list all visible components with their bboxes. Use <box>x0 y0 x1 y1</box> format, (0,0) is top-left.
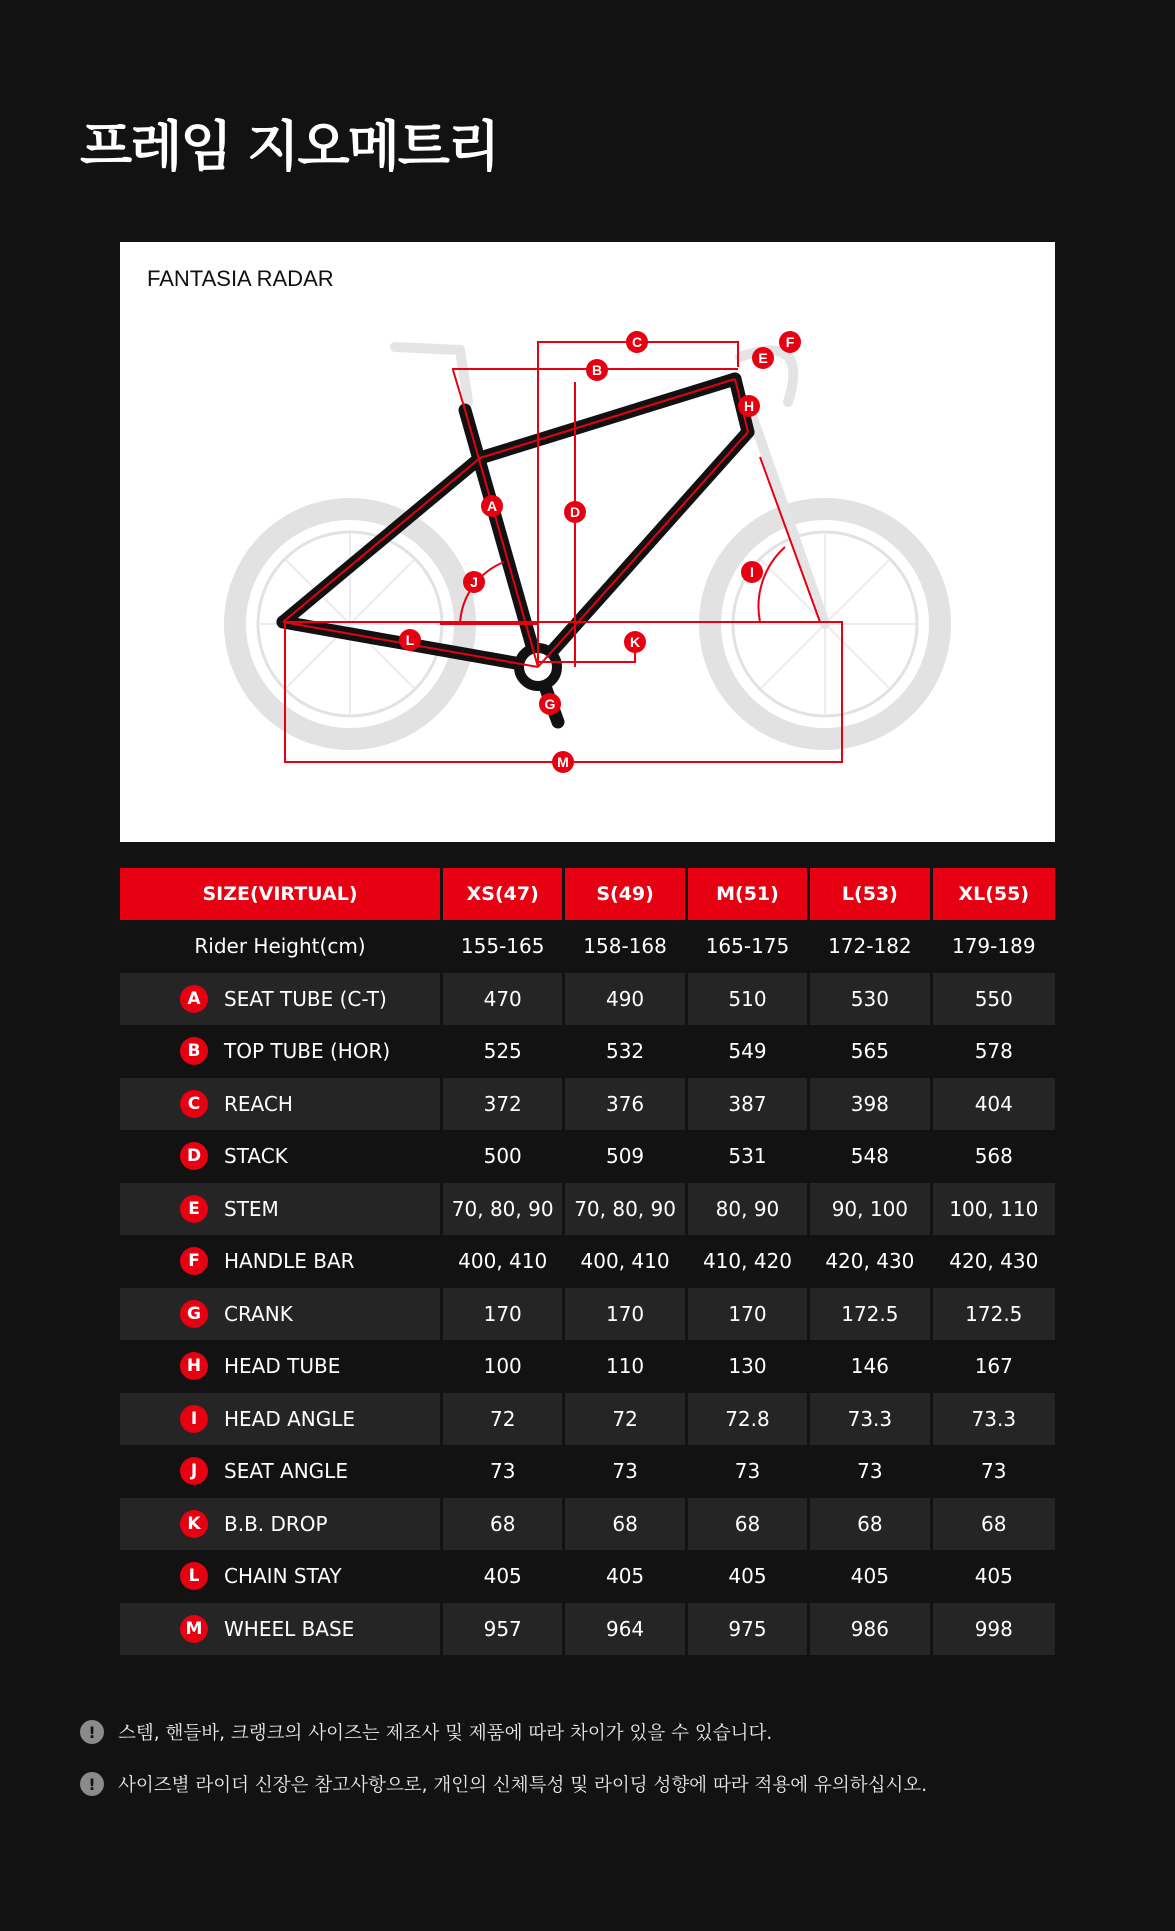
table-cell: 68 <box>933 1498 1055 1551</box>
table-cell: 73.3 <box>810 1393 932 1446</box>
spec-label: HANDLE BAR <box>224 1249 355 1274</box>
table-cell: 998 <box>933 1603 1055 1656</box>
table-cell: 165-175 <box>688 920 810 973</box>
page-title: 프레임 지오메트리 <box>80 115 499 178</box>
note-item <box>80 1770 927 1798</box>
spec-label-cell <box>120 1235 443 1288</box>
spec-label: SEAT ANGLE <box>224 1459 348 1484</box>
table-cell: 420, 430 <box>810 1235 932 1288</box>
spec-label: SEAT TUBE (C-T) <box>224 986 387 1011</box>
table-cell: 410, 420 <box>688 1235 810 1288</box>
table-cell: 170 <box>443 1288 565 1341</box>
table-cell: 68 <box>443 1498 565 1551</box>
table-cell: 420, 430 <box>949 1249 1039 1274</box>
exclamation-icon: ! <box>80 1720 104 1744</box>
marker-l <box>399 629 421 651</box>
table-cell: 405 <box>810 1550 932 1603</box>
table-cell: 158-168 <box>565 920 687 973</box>
spec-letter-badge: G <box>180 1300 208 1328</box>
header-xl: XL(55) <box>933 868 1055 920</box>
table-cell: 500 <box>443 1130 565 1183</box>
table-row <box>120 1183 1055 1236</box>
marker-a <box>481 495 503 517</box>
table-cell: 975 <box>688 1603 810 1656</box>
table-cell: 68 <box>688 1498 810 1551</box>
spec-label: B.B. DROP <box>224 1511 328 1536</box>
table-cell: 376 <box>565 1078 687 1131</box>
table-cell: 170 <box>565 1288 687 1341</box>
table-row <box>120 1340 1055 1393</box>
table-cell: 73 <box>688 1445 810 1498</box>
table-cell: 72 <box>443 1393 565 1446</box>
spec-letter-badge: M <box>180 1615 208 1643</box>
table-cell: 80, 90 <box>688 1183 810 1236</box>
table-cell: 146 <box>810 1340 932 1393</box>
spec-label-cell <box>120 1340 443 1393</box>
spec-label: HEAD ANGLE <box>224 1406 356 1431</box>
table-cell: 957 <box>443 1603 565 1656</box>
table-row <box>120 1235 1055 1288</box>
spec-label: STEM <box>224 1196 279 1221</box>
table-cell: 73 <box>810 1445 932 1498</box>
table-cell: 68 <box>565 1498 687 1551</box>
spec-label: CRANK <box>224 1301 293 1326</box>
spec-label: CHAIN STAY <box>224 1564 342 1589</box>
table-row <box>120 1288 1055 1341</box>
table-cell: 532 <box>565 1025 687 1078</box>
table-row <box>120 1445 1055 1498</box>
table-cell: 167 <box>974 1354 1013 1379</box>
spec-letter-badge: J <box>180 1457 208 1485</box>
svg-text:E: E <box>758 350 768 366</box>
spec-label-cell <box>120 1603 443 1656</box>
table-row <box>120 1498 1055 1551</box>
header-xs: XS(47) <box>443 868 565 920</box>
table-cell: 387 <box>688 1078 810 1131</box>
table-cell: 405 <box>974 1564 1013 1589</box>
spec-letter-badge: F <box>180 1247 208 1275</box>
marker-j <box>463 571 485 593</box>
spec-label-cell <box>120 1445 443 1498</box>
note-item <box>80 1718 927 1746</box>
table-cell: 405 <box>688 1550 810 1603</box>
table-cell: 490 <box>565 973 687 1026</box>
table-cell: 531 <box>688 1130 810 1183</box>
table-cell: 130 <box>688 1340 810 1393</box>
svg-text:F: F <box>785 334 795 350</box>
table-cell: 986 <box>810 1603 932 1656</box>
table-cell: 964 <box>565 1603 687 1656</box>
table-cell: 405 <box>443 1550 565 1603</box>
header-size: SIZE(VIRTUAL) <box>120 868 443 920</box>
svg-text:B: B <box>591 362 603 378</box>
table-cell: 72.8 <box>688 1393 810 1446</box>
table-cell: 155-165 <box>443 920 565 973</box>
svg-text:A: A <box>486 498 498 514</box>
exclamation-icon: ! <box>80 1772 104 1796</box>
spec-label-cell <box>120 1025 443 1078</box>
spec-label-cell <box>120 1288 443 1341</box>
table-cell: 170 <box>688 1288 810 1341</box>
table-cell: 90, 100 <box>810 1183 932 1236</box>
svg-text:M: M <box>557 754 569 770</box>
table-cell: 398 <box>810 1078 932 1131</box>
svg-text:G: G <box>544 696 556 712</box>
geometry-diagram <box>120 242 1055 842</box>
table-cell: 404 <box>933 1078 1055 1131</box>
table-row <box>120 973 1055 1026</box>
svg-text:K: K <box>629 634 641 650</box>
table-cell: 530 <box>810 973 932 1026</box>
notes <box>80 1718 927 1822</box>
svg-text:J: J <box>470 574 478 590</box>
marker-m <box>552 751 574 773</box>
spec-label-cell <box>120 973 443 1026</box>
marker-g <box>539 693 561 715</box>
spec-label-cell <box>120 1550 443 1603</box>
table-row <box>120 1025 1055 1078</box>
spec-label: STACK <box>224 1144 288 1169</box>
table-row <box>120 1550 1055 1603</box>
table-row <box>120 1393 1055 1446</box>
table-cell: 110 <box>565 1340 687 1393</box>
table-cell: 73 <box>443 1445 565 1498</box>
table-cell: 72 <box>565 1393 687 1446</box>
table-cell: 400, 410 <box>565 1235 687 1288</box>
table-cell: 372 <box>443 1078 565 1131</box>
rider-height-label: Rider Height(cm) <box>120 920 443 973</box>
rider-height-row <box>120 920 1055 973</box>
model-name: FANTASIA RADAR <box>147 266 334 291</box>
spec-label-cell <box>120 1130 443 1183</box>
table-cell: 172-182 <box>810 920 932 973</box>
table-cell: 68 <box>810 1498 932 1551</box>
spec-label-cell <box>120 1078 443 1131</box>
table-cell: 70, 80, 90 <box>443 1183 565 1236</box>
table-cell: 179-189 <box>951 934 1036 959</box>
svg-text:C: C <box>631 334 643 350</box>
table-row <box>120 1130 1055 1183</box>
svg-text:H: H <box>743 398 755 414</box>
marker-i <box>741 561 763 583</box>
spec-label-cell <box>120 1393 443 1446</box>
spec-letter-badge: K <box>180 1510 208 1538</box>
note-text: 스템, 핸들바, 크랭크의 사이즈는 제조사 및 제품에 따라 차이가 있을 수 있습니다. <box>118 1723 773 1744</box>
table-cell: 578 <box>974 1039 1013 1064</box>
spec-label: REACH <box>224 1091 293 1116</box>
spec-label-cell <box>120 1183 443 1236</box>
spec-letter-badge: A <box>180 985 208 1013</box>
table-header-row <box>120 868 1055 920</box>
geometry-table <box>120 868 1055 1655</box>
table-cell: 73 <box>565 1445 687 1498</box>
marker-b <box>586 359 608 381</box>
table-cell: 73.3 <box>933 1393 1055 1446</box>
spec-letter-badge: H <box>180 1352 208 1380</box>
table-cell: 405 <box>565 1550 687 1603</box>
spec-letter-badge: L <box>180 1562 208 1590</box>
header-s: S(49) <box>565 868 687 920</box>
marker-e <box>752 347 774 369</box>
marker-c <box>626 331 648 353</box>
header-l: L(53) <box>810 868 932 920</box>
marker-d <box>564 501 586 523</box>
table-cell: 549 <box>688 1025 810 1078</box>
bike-frame-illustration <box>120 242 1055 842</box>
spec-letter-badge: I <box>180 1405 208 1433</box>
table-cell: 100, 110 <box>933 1183 1055 1236</box>
spec-label: TOP TUBE (HOR) <box>224 1039 391 1064</box>
table-cell: 100 <box>443 1340 565 1393</box>
table-cell: 509 <box>565 1130 687 1183</box>
spec-letter-badge: B <box>180 1037 208 1065</box>
marker-f <box>779 331 801 353</box>
table-cell: 568 <box>974 1144 1013 1169</box>
table-cell: 470 <box>443 973 565 1026</box>
table-cell: 565 <box>810 1025 932 1078</box>
header-m: M(51) <box>688 868 810 920</box>
spec-letter-badge: E <box>180 1195 208 1223</box>
marker-h <box>738 395 760 417</box>
table-cell: 548 <box>810 1130 932 1183</box>
table-cell: 400, 410 <box>443 1235 565 1288</box>
spec-letter-badge: C <box>180 1090 208 1118</box>
table-cell: 172.5 <box>810 1288 932 1341</box>
table-cell: 550 <box>933 973 1055 1026</box>
table-cell: 510 <box>688 973 810 1026</box>
table-cell: 172.5 <box>933 1288 1055 1341</box>
marker-k <box>624 631 646 653</box>
svg-text:I: I <box>750 564 754 580</box>
spec-label: HEAD TUBE <box>224 1354 341 1379</box>
svg-text:D: D <box>569 504 581 520</box>
spec-label-cell <box>120 1498 443 1551</box>
spec-label: WHEEL BASE <box>224 1616 355 1641</box>
table-cell: 525 <box>443 1025 565 1078</box>
table-cell: 70, 80, 90 <box>565 1183 687 1236</box>
svg-text:L: L <box>405 632 415 648</box>
table-cell: 73 <box>981 1459 1007 1484</box>
spec-letter-badge: D <box>180 1142 208 1170</box>
note-text: 사이즈별 라이더 신장은 참고사항으로, 개인의 신체특성 및 라이딩 성향에 따라 적용에 유의하십시오. <box>118 1775 928 1796</box>
table-row <box>120 1603 1055 1656</box>
table-row <box>120 1078 1055 1131</box>
